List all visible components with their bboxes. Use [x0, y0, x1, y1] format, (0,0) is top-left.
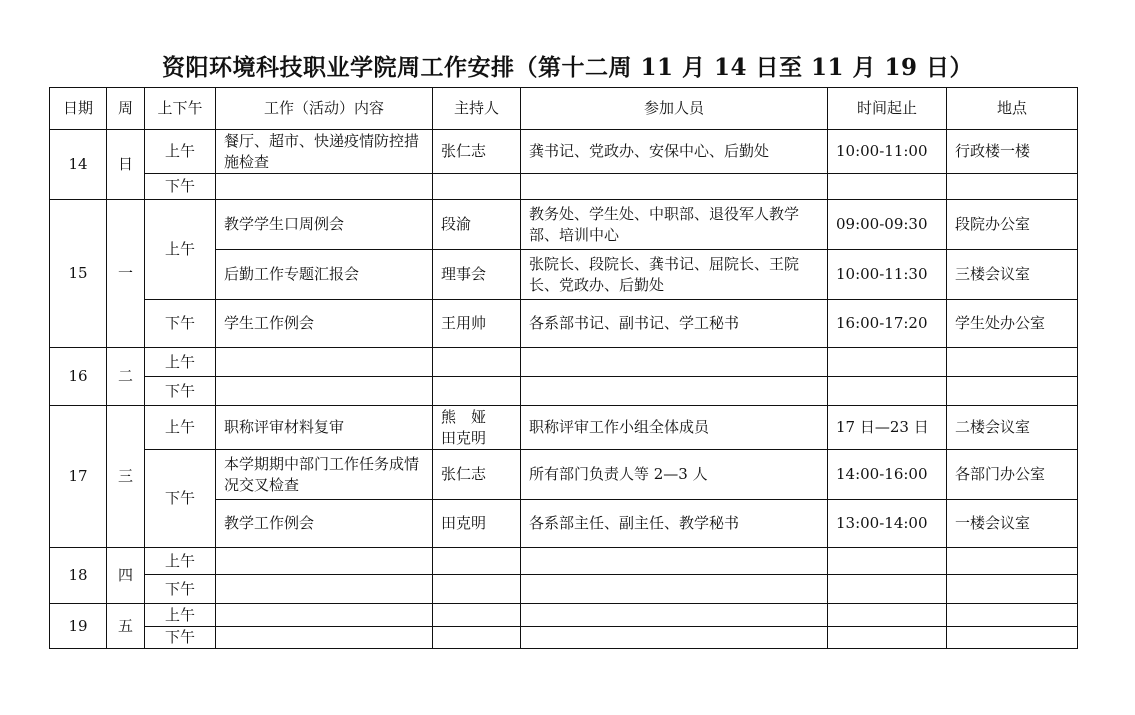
- table-row: [50, 575, 1078, 604]
- event-location: 段院办公室: [947, 200, 1078, 250]
- header-time: 时间起止: [828, 88, 947, 130]
- event-time: 09:00-09:30: [828, 200, 947, 250]
- empty-cell: [216, 627, 433, 649]
- host-name: 田克明: [441, 428, 487, 447]
- table-row: [50, 300, 1078, 348]
- date-cell: 15: [50, 200, 107, 348]
- empty-cell: [947, 604, 1078, 627]
- event-location: 各部门办公室: [947, 450, 1078, 500]
- event-participants: 张院长、段院长、龚书记、屈院长、王院长、党政办、后勤处: [521, 250, 828, 300]
- weekday-cell: 一: [107, 200, 145, 348]
- period-cell: 上午: [145, 548, 216, 575]
- table-row: [50, 604, 1078, 627]
- table-row: [50, 200, 1078, 250]
- event-time: 14:00-16:00: [828, 450, 947, 500]
- event-host: 王用帅: [433, 300, 521, 348]
- empty-cell: [521, 604, 828, 627]
- empty-cell: [216, 575, 433, 604]
- empty-cell: [433, 348, 521, 377]
- weekday-cell: 五: [107, 604, 145, 649]
- empty-cell: [828, 604, 947, 627]
- empty-cell: [947, 348, 1078, 377]
- event-content: 后勤工作专题汇报会: [216, 250, 433, 300]
- table-row: [50, 627, 1078, 649]
- empty-cell: [828, 627, 947, 649]
- event-time: 16:00-17:20: [828, 300, 947, 348]
- empty-cell: [521, 348, 828, 377]
- date-cell: 18: [50, 548, 107, 604]
- empty-cell: [947, 377, 1078, 406]
- empty-cell: [521, 174, 828, 200]
- table-row: [50, 548, 1078, 575]
- table-row: [50, 174, 1078, 200]
- empty-cell: [947, 548, 1078, 575]
- empty-cell: [216, 604, 433, 627]
- header-content: 工作（活动）内容: [216, 88, 433, 130]
- table-row: [50, 348, 1078, 377]
- period-cell: 下午: [145, 450, 216, 548]
- table-row: [50, 130, 1078, 174]
- event-host: 张仁志: [433, 130, 521, 174]
- period-cell: 下午: [145, 174, 216, 200]
- empty-cell: [828, 174, 947, 200]
- event-location: 三楼会议室: [947, 250, 1078, 300]
- event-host: 理事会: [433, 250, 521, 300]
- table-row: [50, 377, 1078, 406]
- date-cell: 14: [50, 130, 107, 200]
- period-cell: 上午: [145, 604, 216, 627]
- empty-cell: [433, 575, 521, 604]
- period-cell: 上午: [145, 130, 216, 174]
- event-time: 13:00-14:00: [828, 500, 947, 548]
- empty-cell: [828, 377, 947, 406]
- empty-cell: [433, 627, 521, 649]
- event-content: 学生工作例会: [216, 300, 433, 348]
- empty-cell: [947, 174, 1078, 200]
- event-content: 本学期期中部门工作任务成情况交叉检查: [216, 450, 433, 500]
- header-weekday: 周: [107, 88, 145, 130]
- period-cell: 下午: [145, 377, 216, 406]
- date-cell: 16: [50, 348, 107, 406]
- table-row: [50, 406, 1078, 450]
- event-host: 段渝: [433, 200, 521, 250]
- period-cell: 下午: [145, 627, 216, 649]
- period-cell: 上午: [145, 348, 216, 377]
- header-participants: 参加人员: [521, 88, 828, 130]
- empty-cell: [521, 575, 828, 604]
- weekday-cell: 日: [107, 130, 145, 200]
- header-row: [50, 88, 1078, 130]
- weekday-cell: 三: [107, 406, 145, 548]
- period-cell: 下午: [145, 300, 216, 348]
- event-location: 二楼会议室: [947, 406, 1078, 450]
- empty-cell: [433, 548, 521, 575]
- empty-cell: [216, 348, 433, 377]
- event-content: 职称评审材料复审: [216, 406, 433, 450]
- event-participants: 所有部门负责人等 2—3 人: [521, 450, 828, 500]
- header-host: 主持人: [433, 88, 521, 130]
- empty-cell: [521, 377, 828, 406]
- empty-cell: [521, 627, 828, 649]
- event-location: 行政楼一楼: [947, 130, 1078, 174]
- empty-cell: [828, 575, 947, 604]
- event-host: [433, 406, 521, 450]
- empty-cell: [216, 377, 433, 406]
- empty-cell: [433, 604, 521, 627]
- event-participants: 职称评审工作小组全体成员: [521, 406, 828, 450]
- empty-cell: [828, 348, 947, 377]
- event-content: 教学学生口周例会: [216, 200, 433, 250]
- event-participants: 龚书记、党政办、安保中心、后勤处: [521, 130, 828, 174]
- empty-cell: [433, 174, 521, 200]
- event-host: 田克明: [433, 500, 521, 548]
- empty-cell: [947, 575, 1078, 604]
- event-time: 10:00-11:00: [828, 130, 947, 174]
- period-cell: 上午: [145, 200, 216, 300]
- empty-cell: [216, 548, 433, 575]
- empty-cell: [521, 548, 828, 575]
- page-title: 资阳环境科技职业学院周工作安排（第十二周 11 月 14 日至 11 月 19 日）: [161, 54, 974, 81]
- empty-cell: [216, 174, 433, 200]
- header-location: 地点: [947, 88, 1078, 130]
- schedule-table: [49, 87, 1078, 649]
- weekday-cell: 二: [107, 348, 145, 406]
- event-participants: 教务处、学生处、中职部、退役军人教学部、培训中心: [521, 200, 828, 250]
- empty-cell: [433, 377, 521, 406]
- event-participants: 各系部书记、副书记、学工秘书: [521, 300, 828, 348]
- host-name: 熊 娅: [441, 407, 487, 426]
- date-cell: 19: [50, 604, 107, 649]
- event-host: 张仁志: [433, 450, 521, 500]
- period-cell: 上午: [145, 406, 216, 450]
- event-time: 17 日—23 日: [828, 406, 947, 450]
- header-period: 上下午: [145, 88, 216, 130]
- period-cell: 下午: [145, 575, 216, 604]
- event-content: 教学工作例会: [216, 500, 433, 548]
- weekday-cell: 四: [107, 548, 145, 604]
- event-location: 一楼会议室: [947, 500, 1078, 548]
- header-date: 日期: [50, 88, 107, 130]
- event-location: 学生处办公室: [947, 300, 1078, 348]
- table-row: [50, 450, 1078, 500]
- event-time: 10:00-11:30: [828, 250, 947, 300]
- empty-cell: [947, 627, 1078, 649]
- empty-cell: [828, 548, 947, 575]
- event-participants: 各系部主任、副主任、教学秘书: [521, 500, 828, 548]
- event-content: 餐厅、超市、快递疫情防控措施检查: [216, 130, 433, 174]
- date-cell: 17: [50, 406, 107, 548]
